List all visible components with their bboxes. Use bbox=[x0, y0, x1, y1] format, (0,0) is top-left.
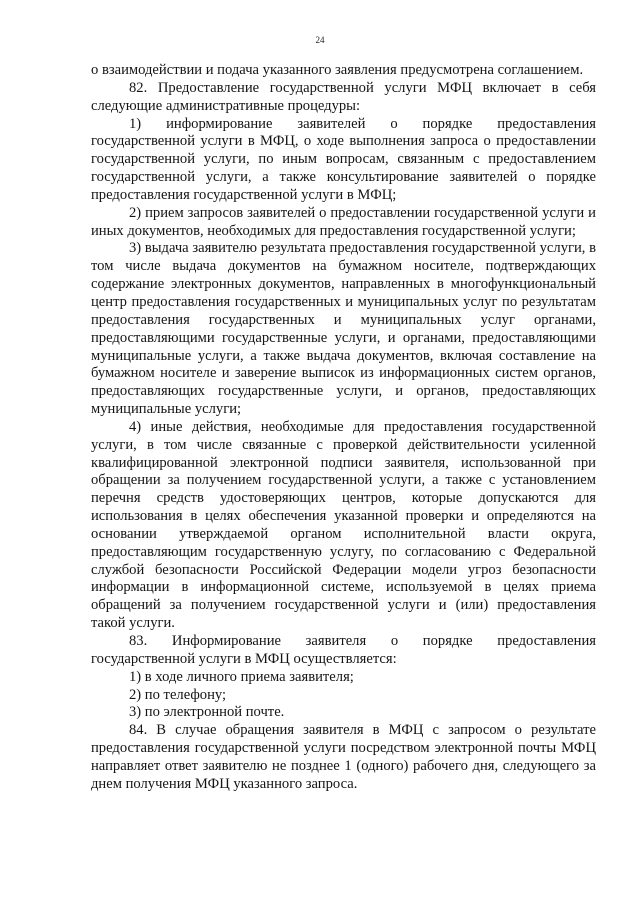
document-body bbox=[91, 62, 596, 794]
paragraph-82-item-2: 2) прием запросов заявителей о предоставлении государственной услуги и иных документов, необходимых для предоставления государственной услуги; bbox=[91, 204, 596, 239]
paragraph-83-item-1: 1) в ходе личного приема заявителя; bbox=[129, 668, 354, 685]
paragraph-82-item-4: 4) иные действия, необходимые для предоставления государственной услуги, в том числе связанные с проверкой действительности усиленной квалифицированной электронной подписи заявителя, использованной при обращении за получением государственной услуги, а также с установлением перечня средств удостоверяющих центров, которые допускаются для использования в целях обеспечения указанной проверки и определяются на основании утверждаемой органом исполнительной власти округа, предоставляющим государственную услугу, по согласованию с Федеральной службой безопасности Российской Федерации модели угроз безопасности информации в информационной системе, используемой в целях приема обращений за получением государственной услуги и (или) предоставления такой услуги. bbox=[91, 418, 596, 632]
paragraph-83: 83. Информирование заявителя о порядке предоставления государственной услуги в МФЦ осуществляется: bbox=[91, 633, 596, 667]
paragraph-82: 82. Предоставление государственной услуги МФЦ включает в себя следующие административные процедуры: bbox=[91, 79, 596, 114]
page-number: 24 bbox=[315, 35, 325, 45]
paragraph-82-item-3: 3) выдача заявителю результата предоставления государственной услуги, в том числе выдача документов на бумажном носителе, подтверждающих содержание электронных документов, направленных в многофункциональный центр предоставления государственных и муниципальных услуг по результатам предоставления государственных и муниципальных услуг органами, предоставляющими государственные услуги, и органами, предоставляющими муниципальные услуги, а также выдача документов, включая составление на бумажном носителе и заверение выписок из информационных систем органов, предоставляющих государственные услуги, и органов, предоставляющих муниципальные услуги; bbox=[91, 240, 596, 418]
paragraph-83-item-2: 2) по телефону; bbox=[129, 686, 227, 703]
paragraph-82-item-1: 1) информирование заявителей о порядке предоставления государственной услуги в МФЦ, о ходе выполнения запроса о предоставлении государственной услуги, по иным вопросам, связанным с предоставлением государственной услуги, а также консультирование заявителей о порядке предоставления государственной услуги в МФЦ; bbox=[91, 115, 596, 203]
paragraph-84: 84. В случае обращения заявителя в МФЦ с запросом о результате предоставления государственной услуги посредством электронной почты МФЦ направляет ответ заявителю не позднее 1 (одного) рабочего дня, следующего за днем получения МФЦ указанного запроса. bbox=[91, 722, 596, 792]
paragraph-83-item-3: 3) по электронной почте. bbox=[129, 704, 285, 721]
paragraph-continuation: о взаимодействии и подача указанного заявления предусмотрена соглашением. bbox=[91, 62, 584, 78]
